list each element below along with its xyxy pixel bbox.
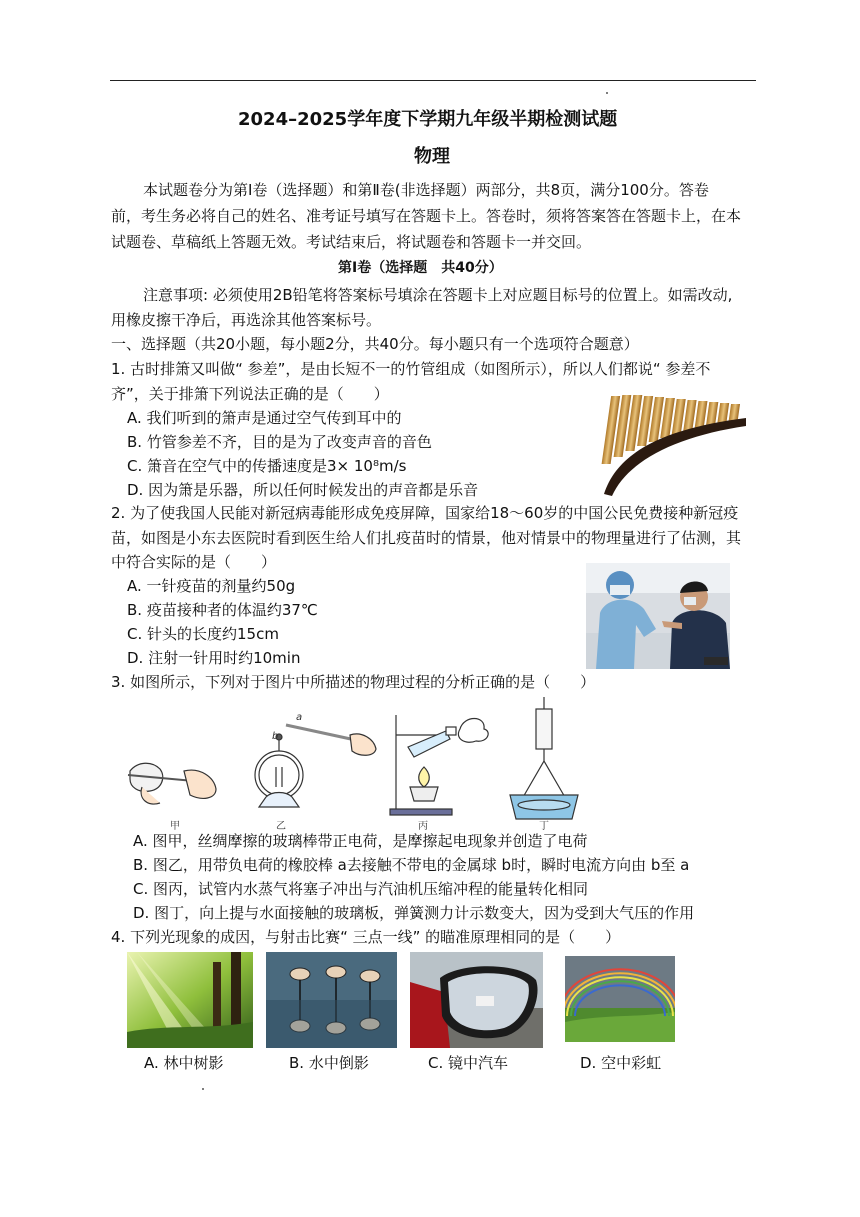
part-heading: 一、选择题（共20小题，每小题2分，共40分。每小题只有一个选项符合题意） bbox=[111, 335, 639, 353]
fig-label-bing: 丙 bbox=[418, 821, 428, 832]
header-rule bbox=[110, 80, 756, 81]
fig-letter-a: a bbox=[296, 712, 303, 723]
water-reflection-photo bbox=[266, 952, 397, 1048]
q3-stem: 3. 如图所示，下列对于图片中所描述的物理过程的分析正确的是（ ） bbox=[111, 673, 596, 691]
q1-stem-2: 齐”，关于排箫下列说法正确的是（ ） bbox=[111, 385, 389, 403]
q2-option-a: A. 一针疫苗的剂量约50g bbox=[127, 577, 296, 595]
figure-bing bbox=[390, 715, 488, 815]
q4-option-a: A. 林中树影 bbox=[144, 1054, 224, 1072]
dot-mark bbox=[202, 1088, 204, 1090]
q4-option-b: B. 水中倒影 bbox=[289, 1054, 369, 1072]
q3-option-d: D. 图丁，向上提与水面接触的玻璃板，弹簧测力计示数变大，因为受到大气压的作用 bbox=[133, 904, 695, 922]
q2-stem-2: 苗，如图是小东去医院时看到医生给人们扎疫苗时的情景，他对情景中的物理量进行了估测，其 bbox=[111, 529, 742, 547]
q1-option-b: B. 竹管参差不齐，目的是为了改变声音的音色 bbox=[127, 433, 432, 451]
exam-title: 2024–2025学年度下学期九年级半期检测试题 bbox=[238, 109, 618, 130]
dot-mark bbox=[606, 92, 608, 94]
q3-option-b: B. 图乙，用带负电荷的橡胶棒 a去接触不带电的金属球 b时，瞬时电流方向由 b至 a bbox=[133, 856, 690, 874]
forest-shadow-photo bbox=[127, 952, 253, 1048]
rainbow-photo bbox=[565, 956, 675, 1042]
section-heading: 第Ⅰ卷（选择题 共40分） bbox=[338, 260, 503, 276]
q2-stem-3: 中符合实际的是（ ） bbox=[111, 553, 277, 571]
pan-flute-image bbox=[598, 390, 748, 500]
q2-option-b: B. 疫苗接种者的体温约37℃ bbox=[127, 601, 318, 619]
notice-line-2: 用橡皮擦干净后，再选涂其他答案标号。 bbox=[111, 311, 382, 329]
car-mirror-photo bbox=[410, 952, 543, 1048]
q1-option-c: C. 箫音在空气中的传播速度是3× 10⁸m/s bbox=[127, 457, 407, 475]
q3-option-a: A. 图甲，丝绸摩擦的玻璃棒带正电荷，是摩擦起电现象并创造了电荷 bbox=[133, 832, 588, 850]
intro-line-2: 前，考生务必将自己的姓名、准考证号填写在答题卡上。答卷时，须将答案答在答题卡上，在本 bbox=[111, 207, 742, 225]
q4-option-c: C. 镜中汽车 bbox=[428, 1054, 509, 1072]
fig-label-yi: 乙 bbox=[276, 821, 286, 832]
q2-stem-1: 2. 为了使我国人民能对新冠病毒能形成免疫屏障，国家给18～60岁的中国公民免费接种新冠疫 bbox=[111, 504, 739, 522]
intro-line-1: 本试题卷分为第Ⅰ卷（选择题）和第Ⅱ卷(非选择题）两部分，共8页，满分100分。答卷 bbox=[143, 181, 709, 199]
q1-option-d: D. 因为箫是乐器，所以任何时候发出的声音都是乐音 bbox=[127, 481, 479, 499]
q1-option-a: A. 我们听到的箫声是通过空气传到耳中的 bbox=[127, 409, 402, 427]
vaccination-photo bbox=[586, 563, 730, 669]
notice-line-1: 注意事项: 必须使用2B铅笔将答案标号填涂在答题卡上对应题目标号的位置上。如需改动, bbox=[143, 286, 733, 304]
fig-letter-b: b bbox=[272, 731, 279, 742]
q4-stem: 4. 下列光现象的成因，与射击比赛“ 三点一线” 的瞄准原理相同的是（ ） bbox=[111, 928, 621, 946]
q3-option-c: C. 图丙，试管内水蒸气将塞子冲出与汽油机压缩冲程的能量转化相同 bbox=[133, 880, 589, 898]
subject-title: 物理 bbox=[414, 146, 450, 167]
q1-stem-1: 1. 古时排箫又叫做“ 参差”，是由长短不一的竹管组成（如图所示），所以人们都说“ 参差不 bbox=[111, 360, 711, 378]
fig-label-jia: 甲 bbox=[170, 821, 180, 832]
q2-option-c: C. 针头的长度约15cm bbox=[127, 625, 279, 643]
intro-line-3: 试题卷、草稿纸上答题无效。考试结束后，将试题卷和答题卡一并交回。 bbox=[111, 233, 592, 251]
fig-label-ding: 丁 bbox=[539, 821, 549, 832]
q3-figures bbox=[124, 695, 584, 829]
figure-jia bbox=[128, 763, 216, 804]
figure-ding bbox=[510, 697, 578, 819]
q4-option-d: D. 空中彩虹 bbox=[580, 1054, 662, 1072]
q2-option-d: D. 注射一针用时约10min bbox=[127, 649, 301, 667]
